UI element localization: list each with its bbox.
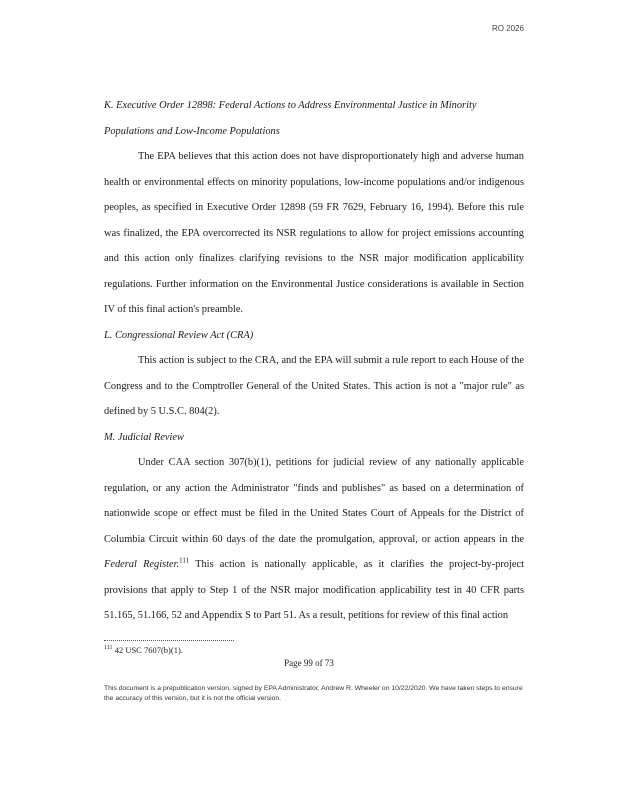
prepublication-disclaimer: This document is a prepublication version, signed by EPA Administrator, Andrew R. Wheeler on 10/22/2020. We have taken steps to ensure the accuracy of this version, but it is not the official version. bbox=[104, 685, 523, 702]
section-m-heading: M. Judicial Review bbox=[104, 431, 184, 443]
footnote-text: 42 USC 7607(b)(1). bbox=[114, 645, 183, 655]
footnote-reference: 111 bbox=[179, 556, 190, 565]
footnote bbox=[104, 645, 183, 655]
section-k-heading-line1: K. Executive Order 12898: Federal Actions to Address Environmental Justice in Minority bbox=[104, 100, 477, 111]
federal-register-reference: Federal Register. bbox=[104, 559, 180, 570]
footnote-number: 111 bbox=[104, 645, 113, 652]
document-id: RO 2026 bbox=[491, 24, 524, 33]
section-k-paragraph: The EPA believes that this action does not have disproportionately high and adverse human health or environmental effects on minority populations, low-income populations and/or indigenous peoples, as specified in Executive Order 12898 (59 FR 7629, February 16, 1994). Before this rule was finalized, the EPA overcorrected its NSR regulations to allow for project emissions accounting and this action only finalizes clarifying revisions to the NSR major modification applicability regulations. Further information on the Environmental Justice considerations is available in Section IV of this final action's preamble. bbox=[104, 151, 524, 315]
section-m-text-part1: Under CAA section 307(b)(1), petitions for judicial review of any nationally applicable regulation, or any action the Administrator "finds and publishes" as based on a determination of nationwide scope or effect must be filed in the United States Court of Appeals for the District of Columbia Circuit within 60 days of the date the promulgation, approval, or action appears in the bbox=[104, 457, 524, 545]
section-l-heading: L. Congressional Review Act (CRA) bbox=[104, 329, 254, 341]
body-text bbox=[104, 93, 524, 629]
section-l-paragraph: This action is subject to the CRA, and the EPA will submit a rule report to each House of the Congress and to the Comptroller General of the United States. This action is not a "major rule" as defined by 5 U.S.C. 804(2). bbox=[104, 355, 524, 417]
section-m-text-part2: This action is nationally applicable, as it clarifies the project-by-project provisions that apply to Step 1 of the NSR major modification applicability test in 40 CFR parts 51.165, 51.166, 52 and Appendix S to Part 51. As a result, petitions for review of this final action bbox=[104, 559, 524, 621]
footnote-divider bbox=[104, 640, 234, 641]
section-k-heading-line2: Populations and Low-Income Populations bbox=[104, 125, 280, 137]
page-number: Page 99 of 73 bbox=[284, 658, 334, 668]
section-m-paragraph bbox=[104, 450, 524, 629]
